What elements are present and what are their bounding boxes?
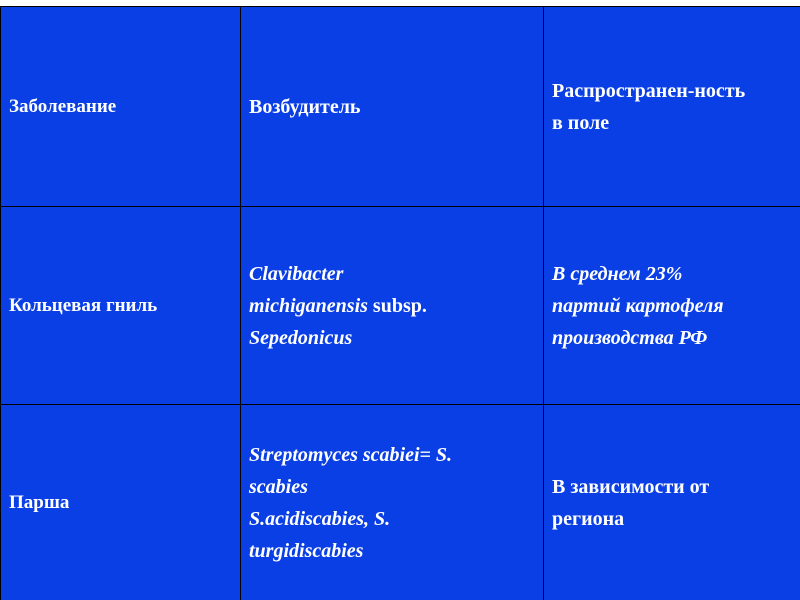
- header-disease-label: Заболевание: [9, 95, 117, 117]
- prevalence-line: производства РФ: [552, 326, 708, 349]
- pathogen-line: Sepedonicus: [249, 326, 353, 349]
- header-pathogen-cell: [241, 7, 544, 207]
- prevalence-line: региона: [552, 507, 625, 530]
- disease-cell: [1, 207, 241, 405]
- header-prevalence-cell: [544, 7, 800, 207]
- pathogen-line: Streptomyces scabiei= S.: [249, 443, 453, 466]
- table-row: [1, 405, 800, 600]
- header-prevalence-label-line2: в поле: [552, 111, 610, 134]
- prevalence-line: В зависимости от: [552, 475, 710, 498]
- disease-name: Парша: [9, 491, 70, 513]
- header-row: [1, 7, 800, 207]
- pathogen-line: S.acidiscabies, S.: [249, 507, 391, 530]
- header-prevalence-label-line1: Распространен-ность: [552, 79, 746, 102]
- pathogen-subspecies-abbrev: subsp.: [367, 294, 427, 317]
- prevalence-cell: [544, 405, 800, 600]
- disease-table: [0, 6, 800, 600]
- disease-cell: [1, 405, 241, 600]
- header-pathogen-label: Возбудитель: [249, 95, 361, 118]
- prevalence-line: партий картофеля: [552, 294, 724, 317]
- pathogen-cell: [241, 405, 544, 600]
- pathogen-line: turgidiscabies: [249, 539, 364, 562]
- header-disease-cell: [1, 7, 241, 207]
- table-row: [1, 207, 800, 405]
- disease-name: Кольцевая гниль: [9, 294, 158, 316]
- pathogen-cell: [241, 207, 544, 405]
- prevalence-cell: [544, 207, 800, 405]
- pathogen-line: Clavibacter: [249, 262, 344, 285]
- pathogen-species: michiganensis: [249, 294, 368, 317]
- prevalence-line: В среднем 23%: [552, 262, 683, 285]
- pathogen-line: [249, 290, 537, 322]
- pathogen-line: scabies: [249, 475, 308, 498]
